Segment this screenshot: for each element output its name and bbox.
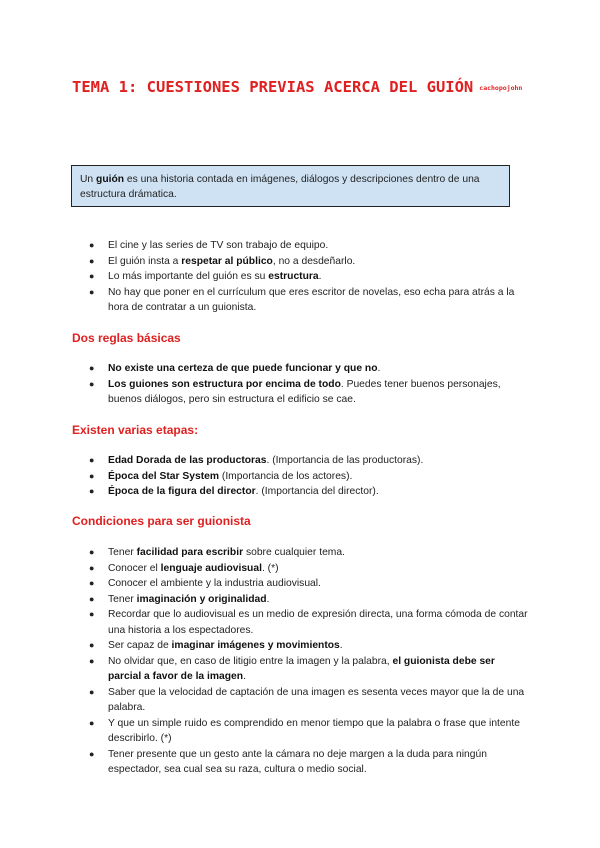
list-item: ● Tener facilidad para escribir sobre cualquier tema. [0,545,528,561]
section-heading-stages: Existen varias etapas: [72,423,199,437]
bullet-icon: ● [89,748,95,759]
list-item: ● Época de la figura del director. (Importancia del director). [0,484,528,500]
list-item: ● Tener imaginación y originalidad. [0,592,528,608]
list-item: ● El guión insta a respetar al público, no a desdeñarlo. [0,254,528,270]
bullet-icon: ● [89,547,95,557]
list-item: ● El cine y las series de TV son trabajo de equipo. [0,238,528,254]
definition-callout [71,165,510,207]
bullet-icon: ● [89,240,95,250]
bullet-icon: ● [89,609,95,619]
bullet-icon: ● [89,578,95,588]
bullet-icon: ● [89,470,95,481]
list-item: ● Época del Star System (Importancia de los actores). [0,469,528,485]
list-item: ● Edad Dorada de las productoras. (Importancia de las productoras). [0,453,528,469]
bullet-icon: ● [89,255,95,266]
section-heading-conditions: Condiciones para ser guionista [72,514,251,528]
list-item: ● Conocer el lenguaje audiovisual. (*) [0,561,528,577]
bullet-icon: ● [89,686,95,697]
conditions-list [0,545,528,778]
list-item: ● Ser capaz de imaginar imágenes y movimientos. [0,638,528,654]
bullet-icon: ● [89,717,95,728]
bullet-icon: ● [89,286,95,297]
bullet-icon: ● [89,655,95,666]
bullet-icon: ● [89,562,95,573]
bullet-icon: ● [89,593,95,604]
intro-list [0,238,528,316]
list-item: ● No existe una certeza de que puede funcionar y que no. [0,361,528,377]
author-tag: cachopojohn [479,84,523,92]
bullet-icon: ● [89,271,95,281]
list-item: ● No hay que poner en el currículum que eres escritor de novelas, eso echa para atrás a la hora de contratar a un guionista. [89,286,515,313]
list-item: ● Saber que la velocidad de captación de una imagen es sesenta veces mayor que la de una palabra. [89,686,525,713]
title-text: TEMA 1: CUESTIONES PREVIAS ACERCA DEL GUIÓN [72,78,474,96]
callout-bold: guión [96,174,125,185]
list-item: ● Y que un simple ruido es comprendido en menor tiempo que la palabra o frase que intente describirlo. (*) [89,717,520,744]
list-item: ● No olvidar que, en caso de litigio entre la imagen y la palabra, el guionista debe ser parcial a favor de la imagen. [89,655,495,682]
bullet-icon: ● [89,455,95,465]
callout-pre: Un [80,174,97,185]
bullet-icon: ● [89,378,95,389]
bullet-icon: ● [89,363,95,373]
bullet-icon: ● [89,486,95,496]
list-item: ● Recordar que lo audiovisual es un medio de expresión directa, una forma cómoda de contar una historia a los espectadores. [89,609,528,636]
list-item: ● Tener presente que un gesto ante la cámara no deje margen a la duda para ningún espectador, sea cual sea su raza, cultura o medio social. [89,748,487,775]
list-item: ● Lo más importante del guión es su estructura. [0,269,528,285]
list-item: ● Los guiones son estructura por encima de todo. Puedes tener buenos personajes, buenos diálogos, pero sin estructura el edificio se cae. [89,378,501,405]
stages-list [0,453,528,500]
section-heading-rules: Dos reglas básicas [72,331,181,345]
callout-post: es una historia contada en imágenes, diálogos y descripciones dentro de una estructura drámatica. [80,174,480,200]
bullet-icon: ● [89,640,95,650]
rules-list [0,361,528,408]
page-title [72,76,542,100]
list-item: ● Conocer el ambiente y la industria audiovisual. [0,576,528,592]
